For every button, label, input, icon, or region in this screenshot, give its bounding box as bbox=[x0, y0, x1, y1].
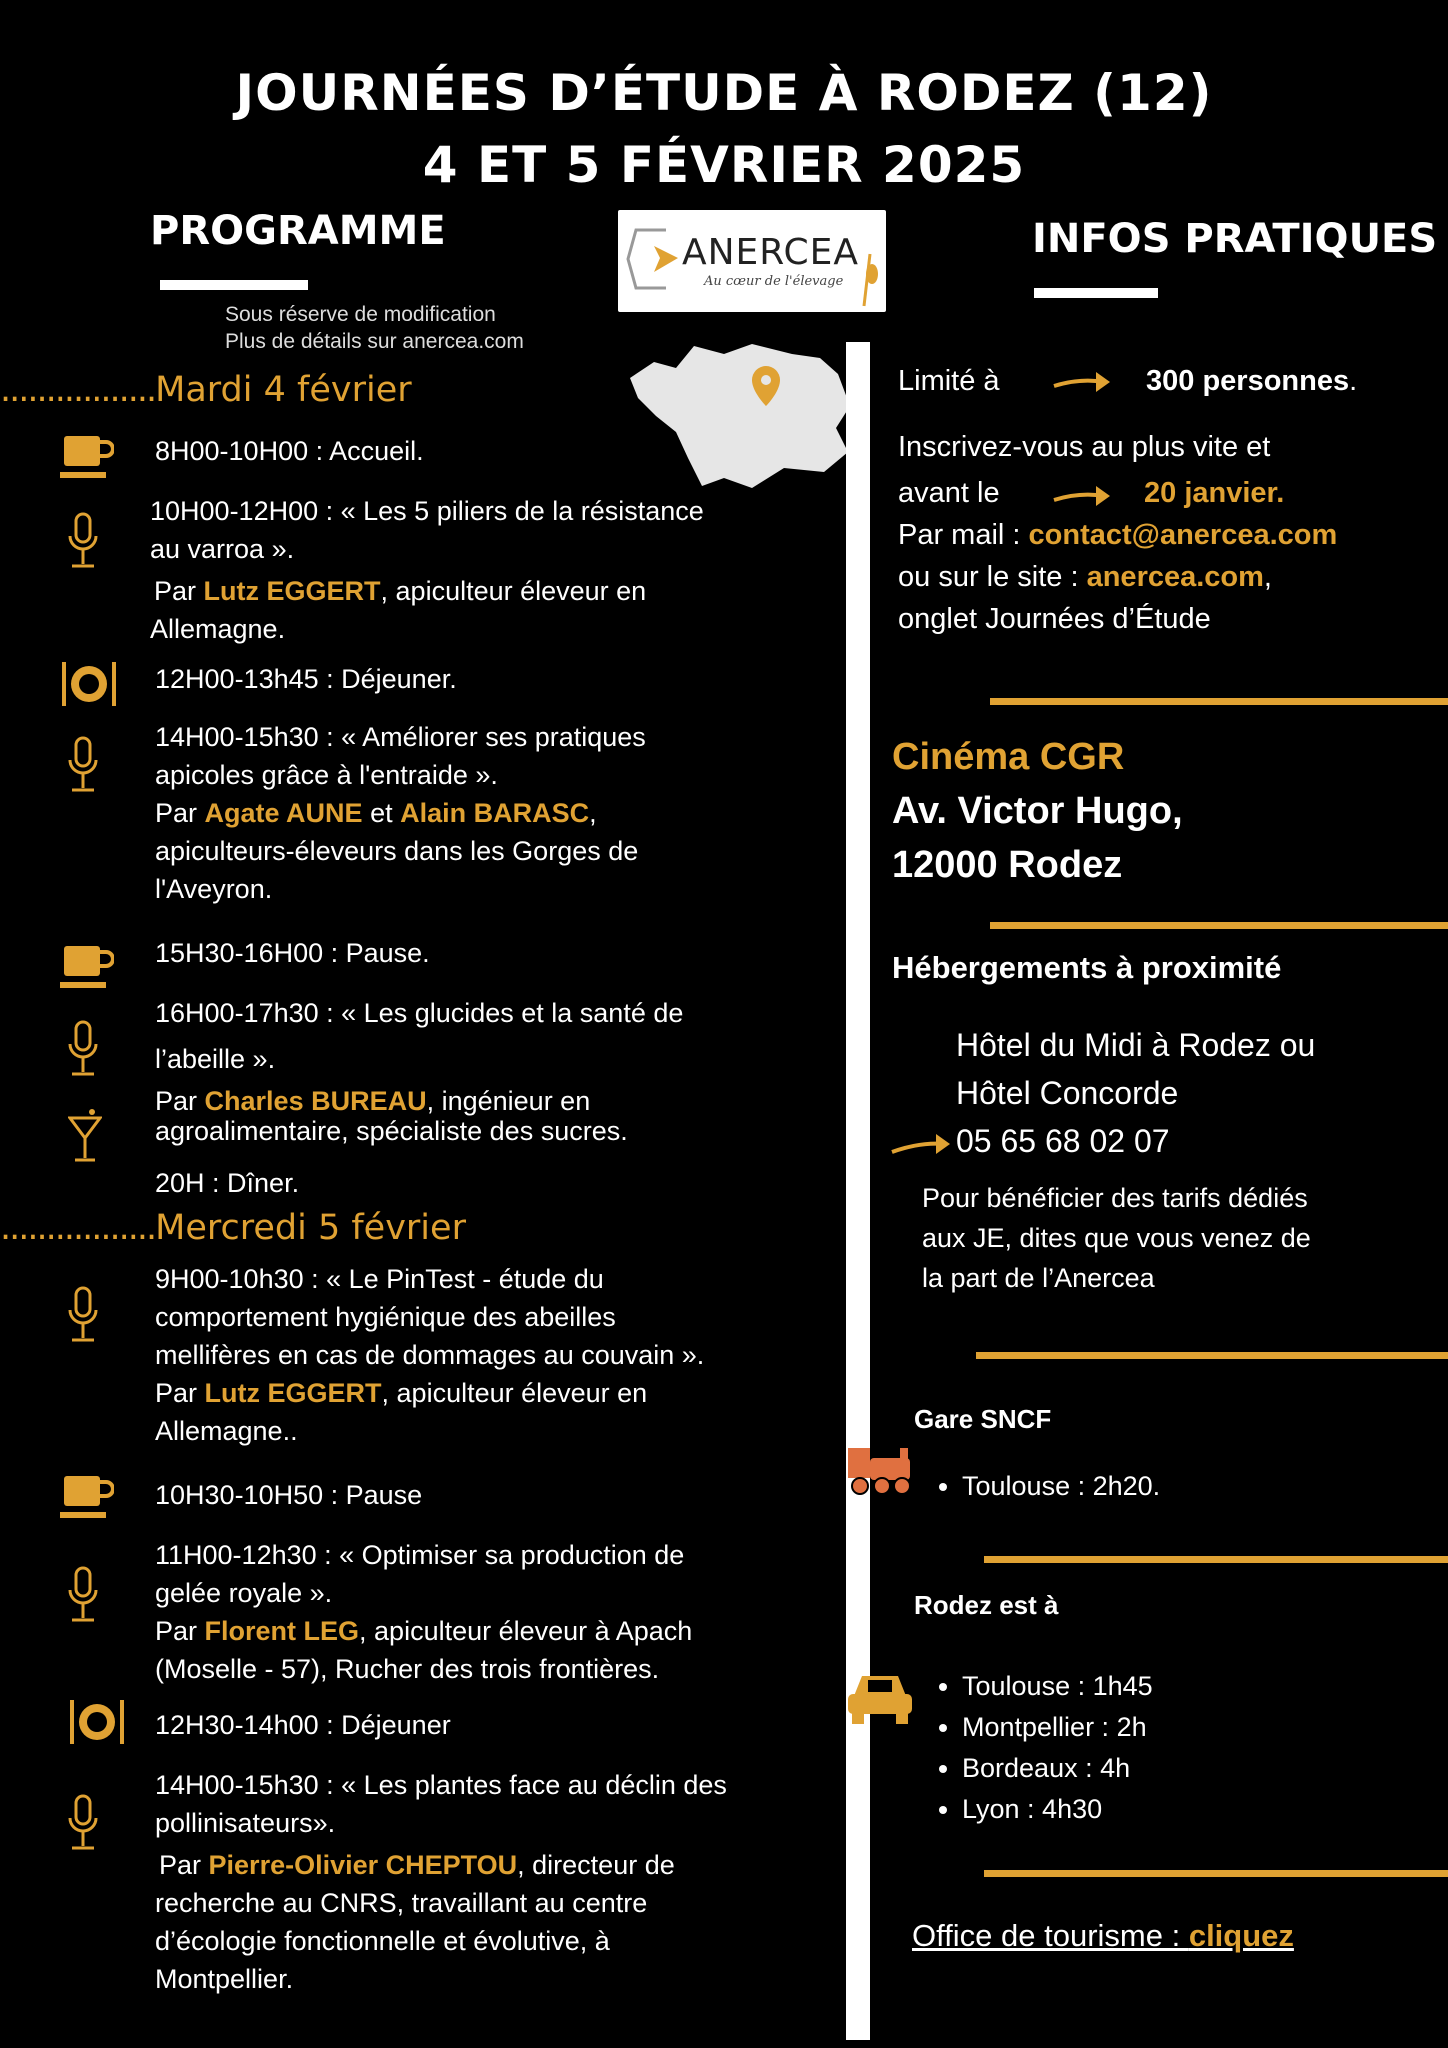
coffee-cup-icon bbox=[60, 944, 114, 992]
hotel-line-2: Hôtel Concorde bbox=[956, 1075, 1179, 1111]
venue-name: Cinéma CGR bbox=[892, 736, 1125, 778]
microphone-icon bbox=[66, 1794, 100, 1854]
car-icon bbox=[846, 1668, 914, 1728]
speaker-name: Pierre-Olivier CHEPTOU bbox=[208, 1850, 518, 1880]
infos-underline bbox=[1034, 288, 1158, 298]
infos-heading: INFOS PRATIQUES bbox=[1032, 216, 1438, 262]
train-list bbox=[914, 1466, 1160, 1506]
tarif-text: Pour bénéficier des tarifs dédiés aux JE, dites que vous venez de la part de l’Anercea bbox=[922, 1183, 1311, 1293]
inscription-before: avant le bbox=[898, 477, 1000, 509]
day2-item-3: 11H00-12h30 : « Optimiser sa production de gelée royale ». Par Florent LEG, apiculteur éleveur à Apach (Moselle - 57), Rucher des trois frontières. bbox=[155, 1540, 693, 1684]
programme-note-2: Plus de détails sur anercea.com bbox=[225, 330, 524, 353]
programme-heading: PROGRAMME bbox=[150, 208, 446, 254]
hotel-phone: 05 65 68 02 07 bbox=[956, 1123, 1170, 1159]
day1-item-4: 14H00-15h30 : « Améliorer ses pratiques apicoles grâce à l'entraide ». Par Agate AUNE et Alain BARASC, apiculteurs-éleveurs dans les Gorges de l'Aveyron. bbox=[155, 722, 646, 904]
gold-divider bbox=[990, 922, 1448, 929]
arrow-right-icon bbox=[1052, 370, 1112, 394]
day1-item-3: 12H00-13h45 : Déjeuner. bbox=[155, 664, 457, 694]
microphone-icon bbox=[66, 1020, 100, 1080]
distance-list bbox=[914, 1666, 1153, 1830]
day1-item-6: 16H00-17h30 : « Les glucides et la santé de l’abeille ». Par Charles BUREAU, ingénieur en agroalimentaire, spécialiste des sucres. bbox=[155, 998, 684, 1146]
day1-label-text: Mardi 4 février bbox=[155, 370, 412, 410]
day1-item-1: 8H00-10H00 : Accueil. bbox=[155, 436, 424, 466]
tourism-office-line: Office de tourisme : cliquez bbox=[912, 1918, 1294, 1953]
speaker-name: Florent LEG bbox=[204, 1616, 360, 1646]
day1-label bbox=[0, 370, 412, 410]
plate-cutlery-icon bbox=[58, 658, 120, 710]
day1-item-7: 20H : Dîner. bbox=[155, 1168, 300, 1198]
list-item: • Toulouse : 2h20. bbox=[962, 1466, 1160, 1506]
distance-title: Rodez est à bbox=[914, 1590, 1059, 1620]
limit-value: 300 personnes. bbox=[1146, 365, 1358, 397]
inscription-text: Inscrivez-vous au plus vite et bbox=[898, 431, 1271, 463]
logo-mark-icon bbox=[626, 224, 686, 294]
day2-item-2: 10H30-10H50 : Pause bbox=[155, 1480, 423, 1510]
train-station-title: Gare SNCF bbox=[914, 1404, 1052, 1434]
programme-note-1: Sous réserve de modification bbox=[225, 303, 496, 326]
day2-item-5: 14H00-15h30 : « Les plantes face au déclin des pollinisateurs». Par Pierre-Olivier CHEPTOU, directeur de recherche au CNRS, travaillant au centre d’écologie fonctionnelle et évolutive, à Montpellier. bbox=[155, 1770, 727, 1994]
day2-item-1: 9H00-10h30 : « Le PinTest - étude du comportement hygiénique des abeilles mellifères en cas de dommages au couvain ». Par Lutz EGGERT, apiculteur éleveur en Allemagne.. bbox=[155, 1264, 705, 1446]
tourism-office-link[interactable]: cliquez bbox=[1188, 1918, 1294, 1953]
onglet-line: onglet Journées d’Étude bbox=[898, 603, 1211, 635]
gold-divider bbox=[984, 1556, 1448, 1563]
anercea-logo bbox=[618, 210, 886, 312]
microphone-icon bbox=[66, 1286, 100, 1346]
day2-label-text: Mercredi 5 février bbox=[155, 1208, 466, 1248]
list-item: • Montpellier : 2h bbox=[962, 1707, 1153, 1748]
title-line-2: 4 ET 5 FÉVRIER 2025 bbox=[422, 136, 1026, 194]
list-item: • Toulouse : 1h45 bbox=[962, 1666, 1153, 1707]
title-line-1: JOURNÉES D’ÉTUDE À RODEZ (12) bbox=[235, 64, 1213, 122]
arrow-right-icon bbox=[890, 1132, 952, 1158]
day1-item-2: 10H00-12H00 : « Les 5 piliers de la résistance au varroa ». Par Lutz EGGERT, apiculteur éleveur en Allemagne. bbox=[150, 496, 704, 644]
day1-item-5: 15H30-16H00 : Pause. bbox=[155, 938, 430, 968]
logo-tagline: Au cœur de l'élevage bbox=[704, 274, 844, 289]
microphone-icon bbox=[66, 512, 100, 572]
coffee-cup-icon bbox=[60, 434, 114, 482]
day1-dots: ................. bbox=[0, 370, 156, 410]
microphone-icon bbox=[66, 1566, 100, 1626]
arrow-right-icon bbox=[1052, 484, 1112, 508]
microphone-icon bbox=[66, 736, 100, 796]
day2-item-4: 12H30-14h00 : Déjeuner bbox=[155, 1710, 451, 1740]
gold-divider bbox=[984, 1870, 1448, 1877]
coffee-cup-icon bbox=[60, 1474, 114, 1522]
mail-link[interactable]: contact@anercea.com bbox=[1028, 519, 1338, 551]
bee-icon bbox=[856, 250, 882, 308]
speaker-name: Alain BARASC bbox=[400, 798, 590, 828]
venue-address-2: 12000 Rodez bbox=[892, 844, 1123, 886]
list-item: • Bordeaux : 4h bbox=[962, 1748, 1153, 1789]
lodging-title: Hébergements à proximité bbox=[892, 950, 1282, 985]
vertical-divider bbox=[846, 342, 870, 2040]
mail-line: Par mail : contact@anercea.com bbox=[898, 519, 1338, 551]
programme-underline bbox=[160, 280, 308, 290]
hotel-line-1: Hôtel du Midi à Rodez ou bbox=[956, 1027, 1316, 1063]
speaker-name: Charles BUREAU bbox=[204, 1086, 427, 1116]
list-item: • Lyon : 4h30 bbox=[962, 1789, 1153, 1830]
speaker-name: Agate AUNE bbox=[204, 798, 363, 828]
day2-label bbox=[0, 1208, 466, 1248]
limit-label: Limité à bbox=[898, 365, 1000, 397]
plate-cutlery-icon bbox=[66, 1696, 128, 1748]
speaker-name: Lutz EGGERT bbox=[204, 1378, 382, 1408]
cocktail-glass-icon bbox=[68, 1108, 102, 1166]
speaker-name: Lutz EGGERT bbox=[203, 576, 381, 606]
gold-divider bbox=[990, 698, 1448, 705]
logo-brand: ANERCEA bbox=[682, 232, 860, 273]
gold-divider bbox=[976, 1352, 1448, 1359]
site-link[interactable]: anercea.com bbox=[1086, 561, 1264, 593]
site-line: ou sur le site : anercea.com, bbox=[898, 561, 1272, 593]
deadline: 20 janvier. bbox=[1144, 477, 1285, 509]
day2-dots: ................. bbox=[0, 1208, 156, 1248]
train-icon bbox=[846, 1444, 918, 1498]
venue-address-1: Av. Victor Hugo, bbox=[892, 790, 1183, 832]
